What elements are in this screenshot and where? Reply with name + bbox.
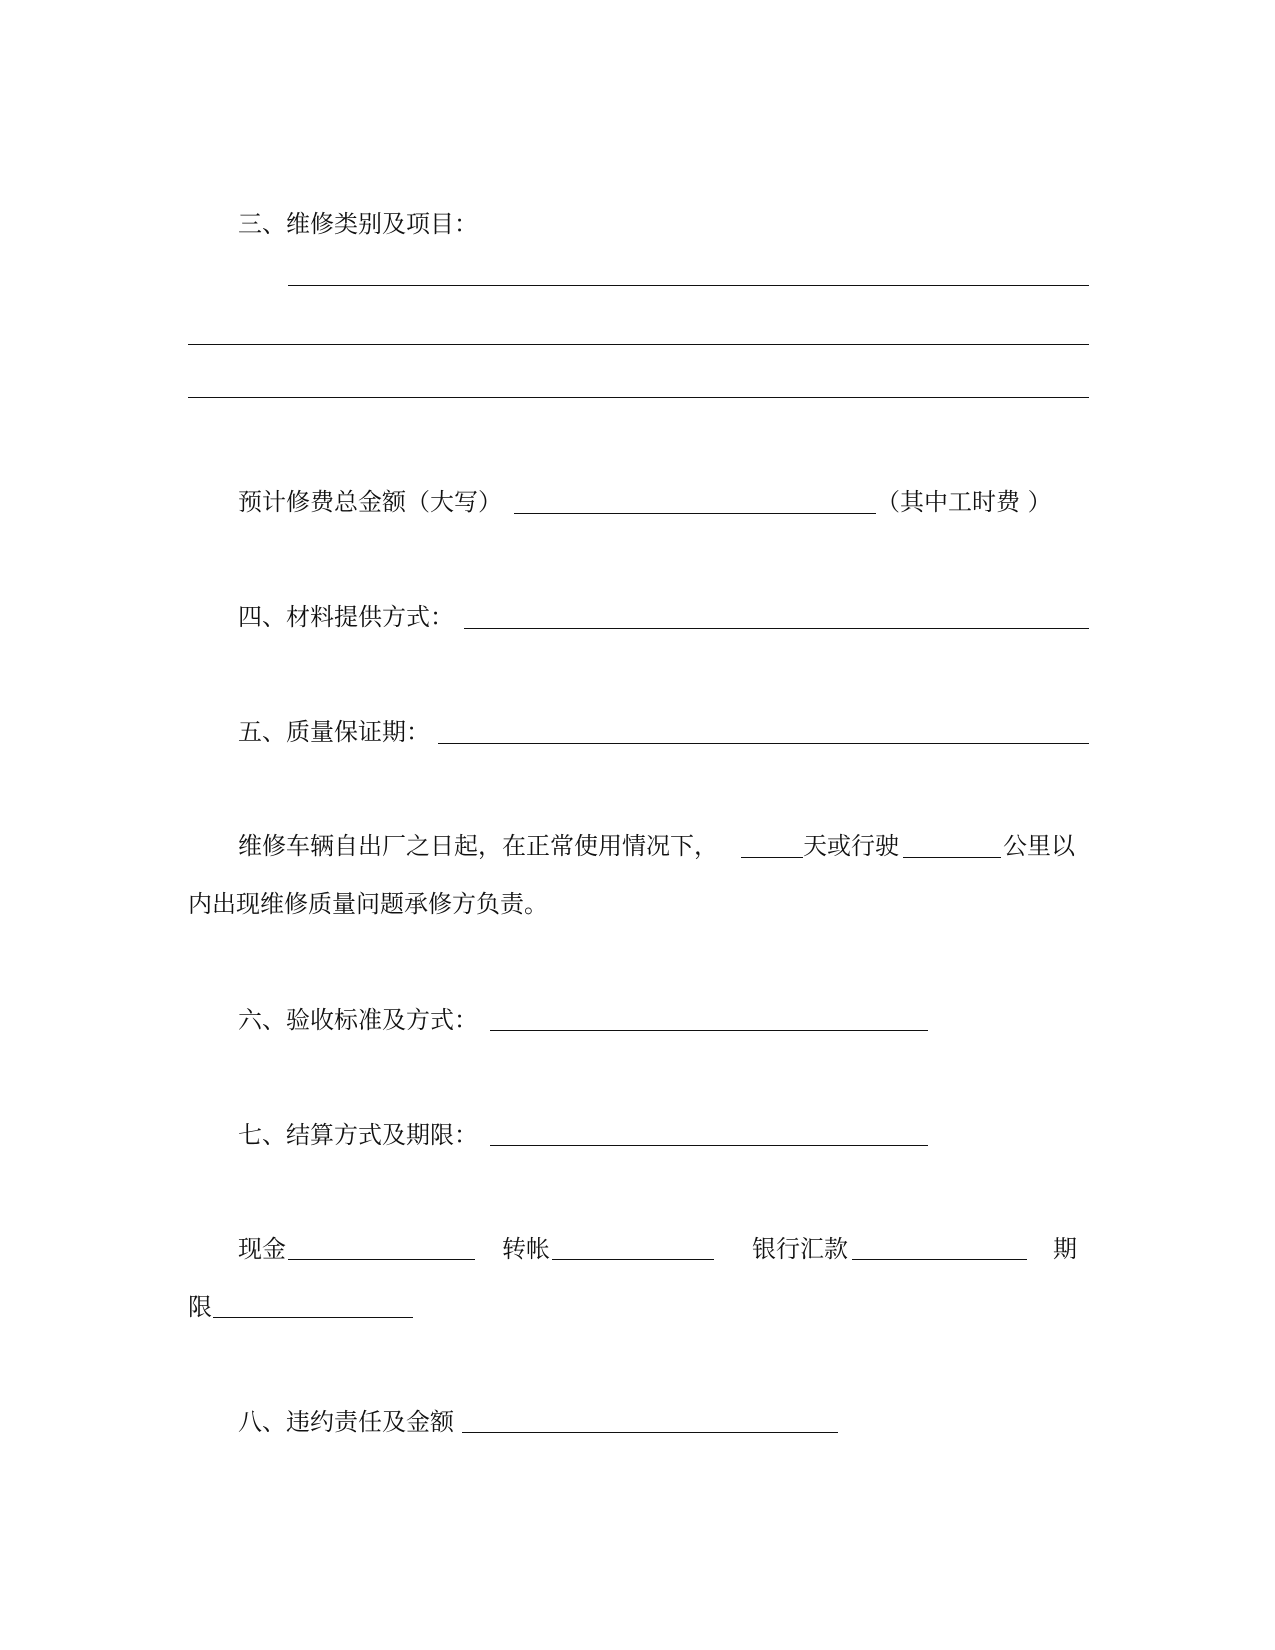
payment-cash-label: 现金: [238, 1235, 286, 1263]
section3-blank-line-1[interactable]: [288, 285, 1089, 286]
section6-blank[interactable]: [490, 1030, 928, 1031]
section3-blank-line-3[interactable]: [188, 397, 1089, 398]
payment-cash-blank[interactable]: [288, 1259, 475, 1260]
payment-transfer-blank[interactable]: [552, 1259, 714, 1260]
warranty-text-line2: 内出现维修质量问题承修方负责。: [188, 890, 548, 918]
section7-blank[interactable]: [490, 1145, 928, 1146]
section5-label: 五、质量保证期：: [238, 718, 430, 746]
payment-period-blank[interactable]: [213, 1317, 413, 1318]
section8-blank[interactable]: [462, 1432, 838, 1433]
payment-bank-label: 银行汇款: [752, 1235, 848, 1263]
payment-transfer-label: 转帐: [502, 1235, 550, 1263]
section5-blank[interactable]: [438, 743, 1089, 744]
estimate-label: 预计修费总金额（大写）: [238, 488, 502, 516]
estimate-amount-blank[interactable]: [514, 513, 876, 514]
section3-blank-line-2[interactable]: [188, 344, 1089, 345]
warranty-km-blank[interactable]: [903, 857, 1001, 858]
section7-label: 七、结算方式及期限：: [238, 1121, 478, 1149]
warranty-days-blank[interactable]: [741, 857, 803, 858]
section4-label: 四、材料提供方式：: [238, 603, 454, 631]
warranty-text-part1: 维修车辆自出厂之日起，在正常使用情况下，: [238, 832, 718, 860]
section6-label: 六、验收标准及方式：: [238, 1006, 478, 1034]
estimate-suffix: （其中工时费 ）: [876, 488, 1052, 516]
payment-bank-blank[interactable]: [852, 1259, 1027, 1260]
section3-heading: 三、维修类别及项目：: [238, 210, 478, 238]
section8-label: 八、违约责任及金额: [238, 1408, 454, 1436]
warranty-text-part3: 公里以: [1003, 832, 1075, 860]
warranty-text-part2: 天或行驶: [803, 832, 899, 860]
payment-period-label-part2: 限: [188, 1293, 212, 1321]
section4-blank[interactable]: [464, 628, 1089, 629]
payment-period-label-part1: 期: [1053, 1235, 1077, 1263]
